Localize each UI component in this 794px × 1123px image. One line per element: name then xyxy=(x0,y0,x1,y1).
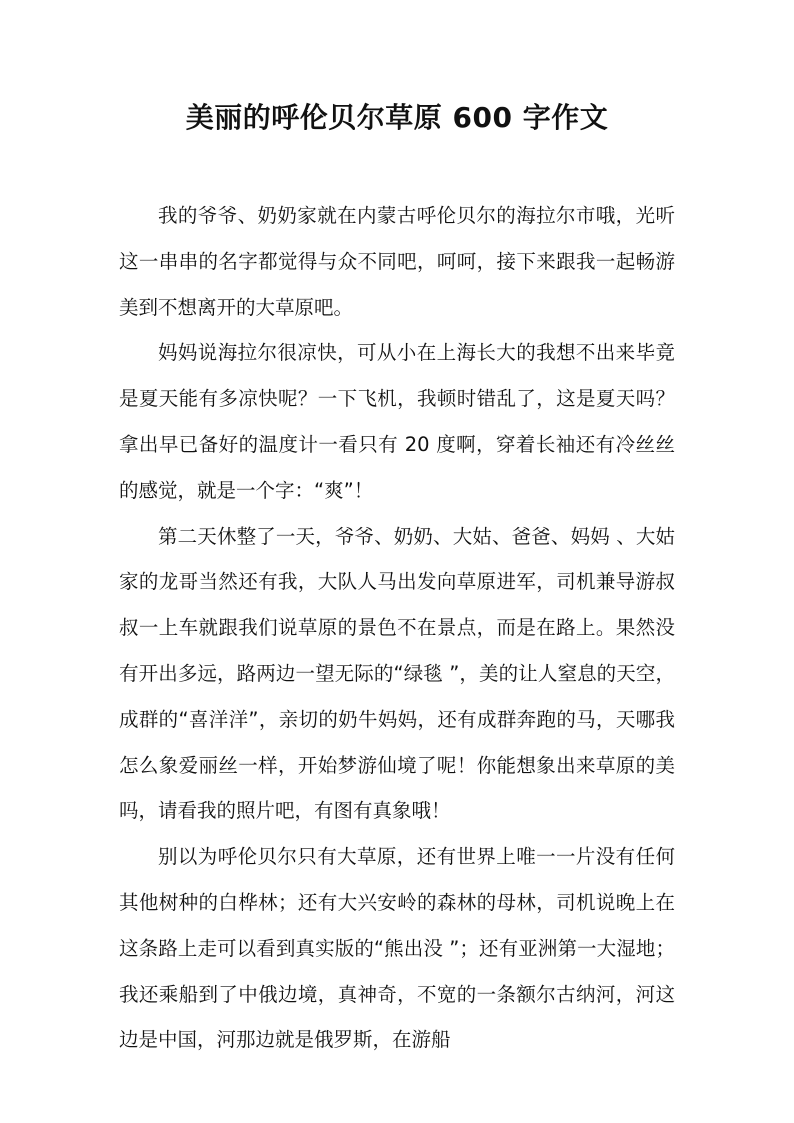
paragraph-3: 第二天休整了一天，爷爷、奶奶、大姑、爸爸、妈妈 、大姑家的龙哥当然还有我，大队人马出发向草原进军，司机兼导游叔叔一上车就跟我们说草原的景色不在景点，而是在路上。果然没有开出多远，路两边一望无际的“绿毯 ”，美的让人窒息的天空，成群的“喜洋洋”，亲切的奶牛妈妈，还有成群奔跑的马，天哪我怎么象爱丽丝一样，开始梦游仙境了呢！你能想象出来草原的美吗，请看我的照片吧，有图有真象哦！ xyxy=(119,524,675,823)
document-title: 美丽的呼伦贝尔草原 600 字作文 xyxy=(185,101,609,134)
paragraph-4: 别以为呼伦贝尔只有大草原，还有世界上唯一一片没有任何其他树种的白桦林；还有大兴安岭的森林的母林，司机说晚上在这条路上走可以看到真实版的“熊出没 ”；还有亚洲第一大湿地；我还乘船到了中俄边境，真神奇，不宽的一条额尔古纳河，河这边是中国，河那边就是俄罗斯，在游船 xyxy=(119,845,675,1052)
paragraph-1: 我的爷爷、奶奶家就在内蒙古呼伦贝尔的海拉尔市哦，光听这一串串的名字都觉得与众不同吧，呵呵，接下来跟我一起畅游美到不想离开的大草原吧。 xyxy=(119,204,675,319)
paragraph-2: 妈妈说海拉尔很凉快，可从小在上海长大的我想不出来毕竟是夏天能有多凉快呢？一下飞机，我顿时错乱了，这是夏天吗？拿出早已备好的温度计一看只有 20 度啊，穿着长袖还有冷丝丝的感觉，就是一个字：“爽”！ xyxy=(119,341,675,502)
essay-body xyxy=(119,193,675,1063)
